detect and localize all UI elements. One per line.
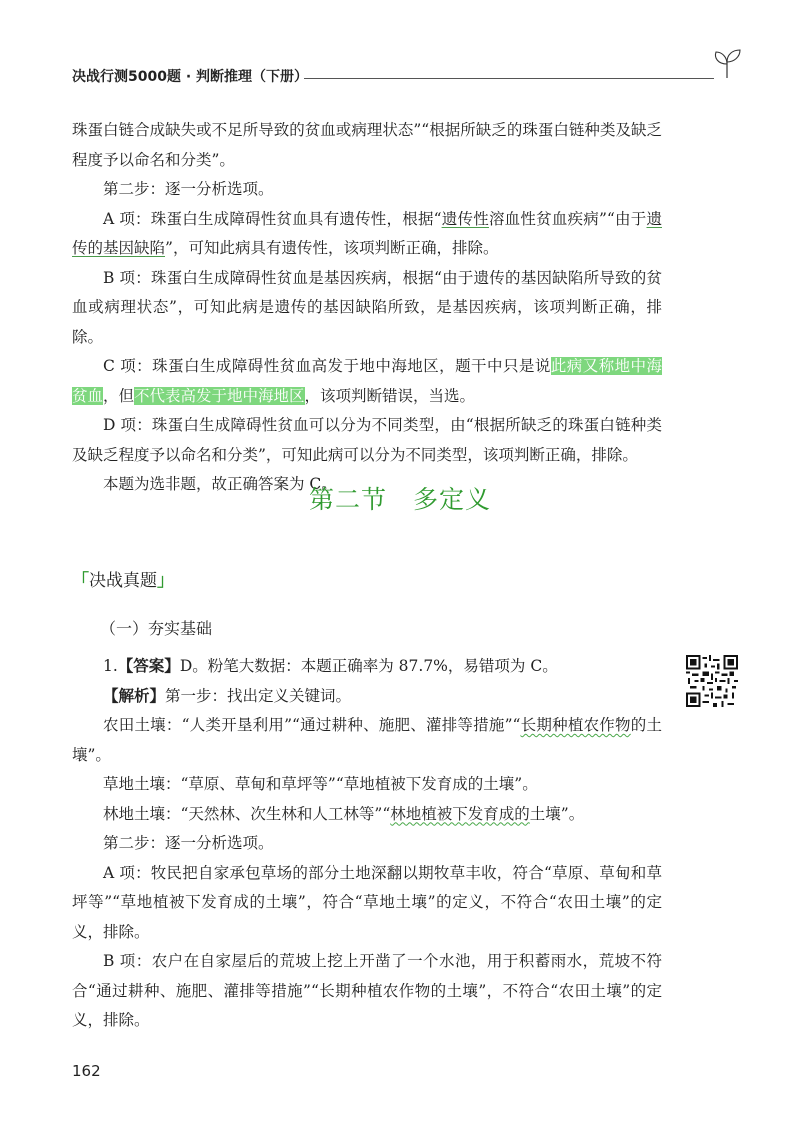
analysis-line: 【解析】第一步：找出定义关键词。	[103, 686, 352, 705]
highlight-mark: 不代表高发于地中海地区	[134, 386, 305, 405]
option-c-analysis: C 项：珠蛋白生成障碍性贫血高发于地中海地区，题干中只是说此病又称地中海贫血，但不代表高发于地中海地区，该项判断错误，当选。	[72, 357, 662, 405]
option-a-analysis: A 项：牧民把自家承包草场的部分土地深翻以期牧草丰收，符合“草原、草甸和草坪等”“草地植被下发育成的土壤”，符合“草地土壤”的定义，不符合“农田土壤”的定义，排除。	[72, 863, 662, 941]
option-d-analysis: D 项：珠蛋白生成障碍性贫血可以分为不同类型，由“根据所缺乏的珠蛋白链种类及缺乏程度予以命名和分类”，可知此病可以分为不同类型，该项判断正确，排除。	[72, 416, 662, 464]
option-b-analysis: B 项：珠蛋白生成障碍性贫血是基因疾病，根据“由于遗传的基因缺陷所导致的贫血或病理状态”，可知此病是遗传的基因缺陷所致，是基因疾病，该项判断正确，排除。	[72, 268, 662, 346]
definition-farmland: 农田土壤：“人类开垦利用”“通过耕种、施肥、灌排等措施”“长期种植农作物的土壤”。	[72, 716, 662, 764]
answer-summary: 本题为选非题，故正确答案为 C。	[103, 475, 337, 493]
book-title: 决战行测5000题 · 判断推理（下册）	[72, 69, 309, 85]
answer-line: 1.【答案】D。粉笔大数据：本题正确率为 87.7%，易错项为 C。	[103, 657, 558, 675]
header-rule	[304, 78, 714, 79]
wavy-mark: 长期种植农作物	[520, 716, 631, 734]
underline-mark: 遗传的基因缺陷	[72, 209, 662, 257]
paragraph: 珠蛋白链合成缺失或不足所导致的贫血或病理状态”“根据所缺乏的珠蛋白链种类及缺乏程度予以命名和分类”。	[72, 121, 662, 169]
section-title: 第二节 多定义	[308, 485, 491, 514]
bracket-left-icon: 「	[72, 571, 89, 591]
paragraph: 第二步：逐一分析选项。	[103, 180, 274, 198]
question-1-analysis	[72, 652, 662, 1036]
analysis-top	[72, 116, 662, 500]
page-header	[72, 66, 744, 90]
wavy-mark: 林地植被下发育成的	[390, 804, 530, 823]
paragraph: 第二步：逐一分析选项。	[103, 834, 274, 852]
definition-forest: 林地土壤：“天然林、次生林和人工林等”“林地植被下发育成的土壤”。	[103, 804, 585, 823]
option-b-analysis: B 项：农户在自家屋后的荒坡上挖上开凿了一个水池，用于积蓄雨水，荒坡不符合“通过耕种、施肥、灌排等措施”“长期种植农作物的土壤”，不符合“农田土壤”的定义，排除。	[72, 952, 662, 1029]
option-a-analysis: A 项：珠蛋白生成障碍性贫血具有遗传性，根据“遗传性溶血性贫血疾病”“由于遗传的基因缺陷”，可知此病具有遗传性，该项判断正确，排除。	[72, 209, 662, 257]
subsection-heading: （一）夯实基础	[100, 619, 213, 638]
highlight-mark: 此病又称地中海贫血	[72, 357, 662, 405]
sprout-icon	[710, 48, 744, 78]
underline-mark: 遗传性	[441, 209, 489, 228]
definition-grassland: 草地土壤：“草原、草甸和草坪等”“草地植被下发育成的土壤”。	[103, 775, 538, 793]
page-number: 162	[72, 1062, 101, 1080]
qr-code-icon[interactable]	[686, 655, 738, 707]
zhen-ti-label: 「决战真题」	[72, 566, 174, 591]
bracket-right-icon: 」	[157, 571, 174, 591]
